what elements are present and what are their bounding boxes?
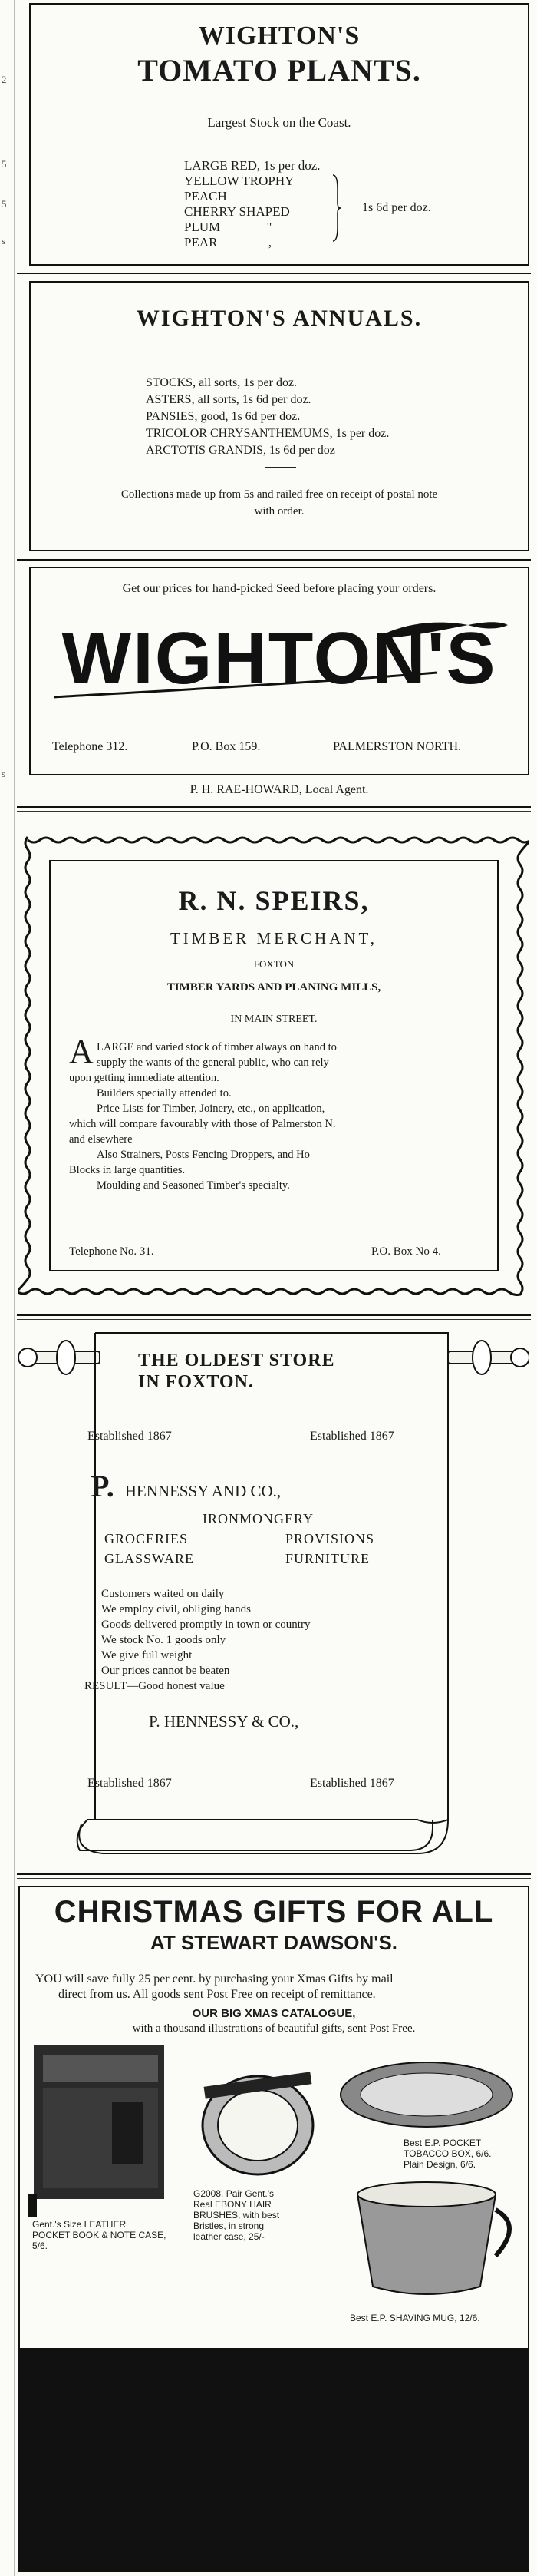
- tomato-item-name: PEACH: [184, 189, 227, 203]
- xmas-catalogue-sub: with a thousand illustrations of beautiful gifts, sent Post Free.: [132, 2022, 416, 2035]
- caption-line: Best E.P. POCKET: [404, 2138, 482, 2148]
- hair-brushes-illustration: [189, 2056, 327, 2187]
- speirs-trade: TIMBER MERCHANT,: [170, 929, 378, 947]
- tomato-item-name: LARGE RED,: [184, 158, 261, 173]
- wightons-agent: P. H. RAE-HOWARD, Local Agent.: [189, 783, 369, 796]
- hennessy-title-line2: IN FOXTON.: [138, 1372, 254, 1392]
- ditto-mark: ": [266, 220, 272, 234]
- tomato-title-line1: WIGHTON'S: [198, 21, 361, 50]
- speirs-name: R. N. SPEIRS,: [178, 885, 370, 916]
- speirs-telephone: Telephone No. 31.: [69, 1245, 154, 1258]
- speirs-town: FOXTON: [253, 958, 295, 970]
- separator: [17, 1873, 531, 1875]
- wightons-tagline: Get our prices for hand-picked Seed before placing your orders.: [122, 582, 437, 595]
- margin-mark: s: [2, 235, 6, 246]
- mug-caption: Best E.P. SHAVING MUG, 12/6.: [350, 2313, 480, 2323]
- speirs-body-line: Moulding and Seasoned Timber's specialty.: [97, 1179, 290, 1192]
- margin-mark: 5: [2, 198, 7, 210]
- speirs-body-line: upon getting immediate attention.: [69, 1072, 219, 1084]
- hennessy-list-item: RESULT—Good honest value: [84, 1680, 225, 1692]
- separator: [17, 806, 531, 808]
- established-bottom-left: Established 1867: [87, 1777, 172, 1790]
- caption-line: POCKET BOOK & NOTE CASE,: [32, 2230, 166, 2240]
- annuals-item: TRICOLOR CHRYSANTHEMUMS, 1s per doz.: [146, 427, 390, 440]
- xmas-intro-line: direct from us. All goods sent Post Free on receipt of remittance.: [58, 1988, 376, 2001]
- firm-initial: P.: [91, 1469, 114, 1503]
- print-damage-area: [20, 2348, 528, 2571]
- wightons-banner-ad: [29, 567, 529, 775]
- hennessy-list-item: We stock No. 1 goods only: [101, 1634, 226, 1646]
- pocket-book-illustration: [28, 2041, 173, 2233]
- margin-mark: s: [2, 768, 6, 779]
- hennessy-list-item: Customers waited on daily: [101, 1588, 225, 1600]
- annuals-item: STOCKS, all sorts, 1s per doz.: [146, 376, 298, 389]
- tomato-item-price: 1s per doz.: [263, 158, 321, 173]
- separator: [17, 1314, 531, 1316]
- tomato-title-line2: TOMATO PLANTS.: [137, 53, 421, 88]
- established-right: Established 1867: [310, 1430, 394, 1443]
- tomato-item-name: YELLOW TROPHY: [184, 174, 295, 188]
- annuals-footer: Collections made up from 5s and railed free on receipt of postal note: [120, 488, 438, 501]
- hennessy-title-line1: THE OLDEST STORE: [138, 1351, 335, 1371]
- annuals-item: ARCTOTIS GRANDIS, 1s 6d per doz: [146, 444, 335, 457]
- xmas-subtitle: AT STEWART DAWSON'S.: [150, 1931, 398, 1954]
- provisions: PROVISIONS: [285, 1531, 375, 1546]
- xmas-title: CHRISTMAS GIFTS FOR ALL: [54, 1895, 494, 1929]
- separator: [17, 1319, 531, 1320]
- tobacco-box-illustration: [334, 2056, 519, 2133]
- caption-line: Plain Design, 6/6.: [404, 2159, 476, 2170]
- furniture: FURNITURE: [285, 1551, 371, 1566]
- wightons-pobox: P.O. Box 159.: [192, 740, 261, 753]
- separator: [17, 1878, 531, 1879]
- wightons-telephone: Telephone 312.: [52, 740, 128, 753]
- caption-line: G2008. Pair Gent.'s: [193, 2188, 275, 2199]
- brushes-caption: [193, 2188, 279, 2242]
- speirs-ad: [18, 831, 529, 1301]
- tomato-item-name: CHERRY SHAPED: [184, 204, 290, 219]
- glassware: GLASSWARE: [104, 1551, 195, 1566]
- shaving-mug-illustration: [342, 2171, 519, 2310]
- speirs-body-line: supply the wants of the general public, who can rely: [97, 1057, 329, 1069]
- speirs-body: [69, 1040, 483, 1193]
- xmas-intro: [35, 1972, 394, 2002]
- annuals-item: PANSIES, good, 1s 6d per doz.: [146, 410, 301, 423]
- tobacco-caption: [404, 2138, 491, 2170]
- hennessy-list-item: Our prices cannot be beaten: [101, 1665, 230, 1677]
- annuals-ad: [29, 281, 529, 551]
- pocketbook-caption: [32, 2219, 166, 2251]
- xmas-intro-line: YOU will save fully 25 per cent. by purchasing your Xmas Gifts by mail: [35, 1973, 394, 1986]
- wightons-location: PALMERSTON NORTH.: [333, 740, 462, 753]
- speirs-body-line: and elsewhere: [69, 1133, 133, 1146]
- established-left: Established 1867: [87, 1430, 172, 1443]
- caption-line: Gent.'s Size LEATHER: [32, 2219, 127, 2230]
- caption-line: BRUSHES, with best: [193, 2210, 280, 2221]
- caption-line: TOBACCO BOX, 6/6.: [404, 2148, 492, 2159]
- margin-mark: 5: [2, 158, 7, 170]
- speirs-yards: TIMBER YARDS AND PLANING MILLS,: [166, 981, 381, 994]
- speirs-body-line: Blocks in large quantities.: [69, 1164, 186, 1176]
- divider: [265, 467, 296, 468]
- tomato-item-name: PEAR: [184, 235, 218, 250]
- speirs-pobox: P.O. Box No 4.: [371, 1245, 441, 1258]
- hennessy-list-item: We employ civil, obliging hands: [101, 1603, 252, 1615]
- column-rule: [14, 0, 15, 2576]
- annuals-list: [146, 375, 389, 459]
- annuals-item: ASTERS, all sorts, 1s 6d per doz.: [146, 393, 311, 406]
- annuals-title: WIGHTON'S ANNUALS.: [136, 306, 423, 331]
- ironmongery: IRONMONGERY: [203, 1511, 315, 1526]
- tomato-item-name: PLUM: [184, 220, 221, 234]
- hennessy-list-item: We give full weight: [101, 1649, 193, 1662]
- separator: [17, 273, 531, 274]
- xmas-catalogue: OUR BIG XMAS CATALOGUE,: [192, 2007, 356, 2020]
- tomato-item-price: 1s 6d per doz.: [362, 201, 431, 214]
- drop-cap: A: [69, 1033, 94, 1070]
- speirs-street: IN MAIN STREET.: [230, 1014, 318, 1025]
- firm-name: HENNESSY AND CO.,: [124, 1482, 282, 1500]
- caption-line: 5/6.: [32, 2240, 48, 2251]
- brace-icon: [331, 174, 342, 243]
- caption-line: leather case, 25/-: [193, 2231, 265, 2242]
- annuals-footer: with order.: [254, 505, 305, 518]
- tomato-price-list: [184, 158, 506, 250]
- margin-mark: 2: [2, 74, 7, 85]
- speirs-body-line: Builders specially attended to.: [97, 1087, 232, 1100]
- speirs-body-line: LARGE and varied stock of timber always on hand to: [97, 1041, 337, 1053]
- tomato-plants-ad: [29, 3, 529, 266]
- hennessy-ad: [18, 1328, 529, 1866]
- speirs-body-line: which will compare favourably with those of Palmerston N.: [69, 1118, 336, 1130]
- tomato-subtitle: Largest Stock on the Coast.: [207, 115, 351, 130]
- ditto-mark: ,: [268, 235, 272, 250]
- established-bottom-right: Established 1867: [310, 1777, 394, 1790]
- caption-line: Bristles, in strong: [193, 2221, 265, 2231]
- groceries: GROCERIES: [104, 1531, 189, 1546]
- separator: [17, 559, 531, 561]
- speirs-body-line: Price Lists for Timber, Joinery, etc., on application,: [97, 1103, 325, 1115]
- hennessy-list-item: Goods delivered promptly in town or country: [101, 1619, 311, 1631]
- speirs-body-line: Also Strainers, Posts Fencing Droppers, and Ho: [97, 1149, 310, 1161]
- hennessy-list: [84, 1586, 311, 1694]
- christmas-gifts-ad: [18, 1886, 529, 2572]
- caption-line: Real EBONY HAIR: [193, 2199, 272, 2210]
- hennessy-signature: P. HENNESSY & CO.,: [149, 1712, 299, 1731]
- wightons-logo: WIGHTON'S: [61, 617, 497, 699]
- separator: [17, 811, 531, 812]
